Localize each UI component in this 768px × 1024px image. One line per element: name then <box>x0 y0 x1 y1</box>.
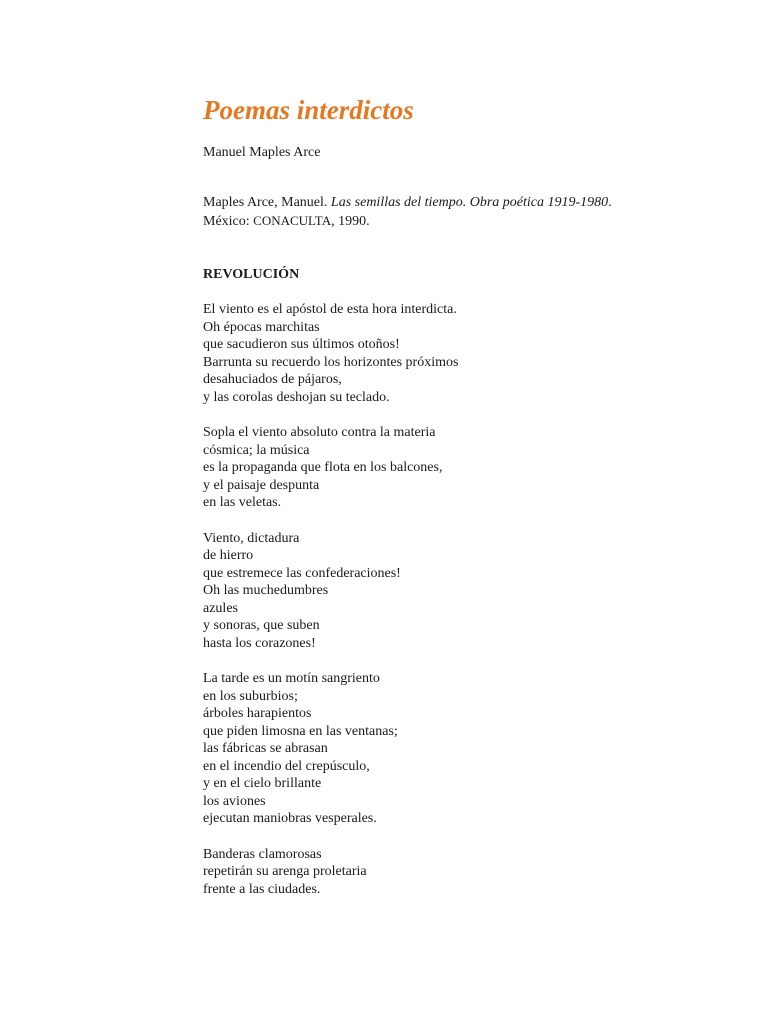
citation-book-title: Las semillas del tiempo. Obra poética 1919-1980 <box>330 195 609 210</box>
poem-line: es la propaganda que flota en los balcones, <box>203 460 443 475</box>
citation-year: , 1990. <box>331 214 370 229</box>
document-title: Poemas interdictos <box>203 95 414 125</box>
poem-line: que piden limosna en las ventanas; <box>203 723 398 739</box>
poem-line: que estremece las confederaciones! <box>203 565 401 581</box>
poem-line: y en el cielo brillante <box>203 776 322 791</box>
poem-line: Oh las muchedumbres <box>203 583 329 598</box>
citation-place: México: <box>203 214 254 229</box>
poem-line: en los suburbios; <box>203 688 298 704</box>
poem-stanza <box>203 530 723 653</box>
poem-line: repetirán su arenga proletaria <box>203 864 367 879</box>
poem-line: y sonoras, que suben <box>203 618 320 633</box>
poem-line: El viento es el apóstol de esta hora interdicta. <box>203 302 457 317</box>
poem-body <box>203 301 723 898</box>
citation-period: . <box>608 195 612 210</box>
poem-line: de hierro <box>203 548 254 563</box>
poem-line: azules <box>203 600 238 616</box>
poem-line: cósmica; la música <box>203 442 310 458</box>
poem-line: La tarde es un motín sangriento <box>203 671 380 686</box>
poem-line: Banderas clamorosas <box>203 846 322 862</box>
poem-stanza <box>203 846 723 899</box>
poem-line: árboles harapientos <box>203 706 312 721</box>
poem-stanza <box>203 301 723 406</box>
poem-line: en las veletas. <box>203 495 282 510</box>
poem-line: los aviones <box>203 793 266 809</box>
poem-line: en el incendio del crepúsculo, <box>203 758 370 774</box>
poem-line: frente a las ciudades. <box>203 881 321 897</box>
poem-line: que sacudieron sus últimos otoños! <box>203 337 400 352</box>
citation-author: Maples Arce, Manuel. <box>203 195 331 210</box>
poem-line: desahuciados de pájaros, <box>203 372 342 387</box>
poem-stanza <box>203 670 723 828</box>
poem-title: REVOLUCIÓN <box>203 267 300 282</box>
poem-stanza <box>203 424 723 512</box>
poem-line: hasta los corazones! <box>203 635 316 651</box>
poem-line: Viento, dictadura <box>203 530 300 546</box>
citation-publisher: CONACULTA <box>253 213 332 228</box>
poem-line: ejecutan maniobras vesperales. <box>203 811 377 826</box>
poem-line: Sopla el viento absoluto contra la materia <box>203 425 436 440</box>
poem-line: y el paisaje despunta <box>203 477 320 493</box>
poem-line: y las corolas deshojan su teclado. <box>203 389 390 405</box>
poem-line: las fábricas se abrasan <box>203 741 328 756</box>
author-name: Manuel Maples Arce <box>203 145 321 160</box>
bibliographic-citation <box>203 194 723 231</box>
poem-line: Barrunta su recuerdo los horizontes próximos <box>203 354 459 370</box>
poem-line: Oh épocas marchitas <box>203 319 320 335</box>
document-page <box>203 92 723 898</box>
